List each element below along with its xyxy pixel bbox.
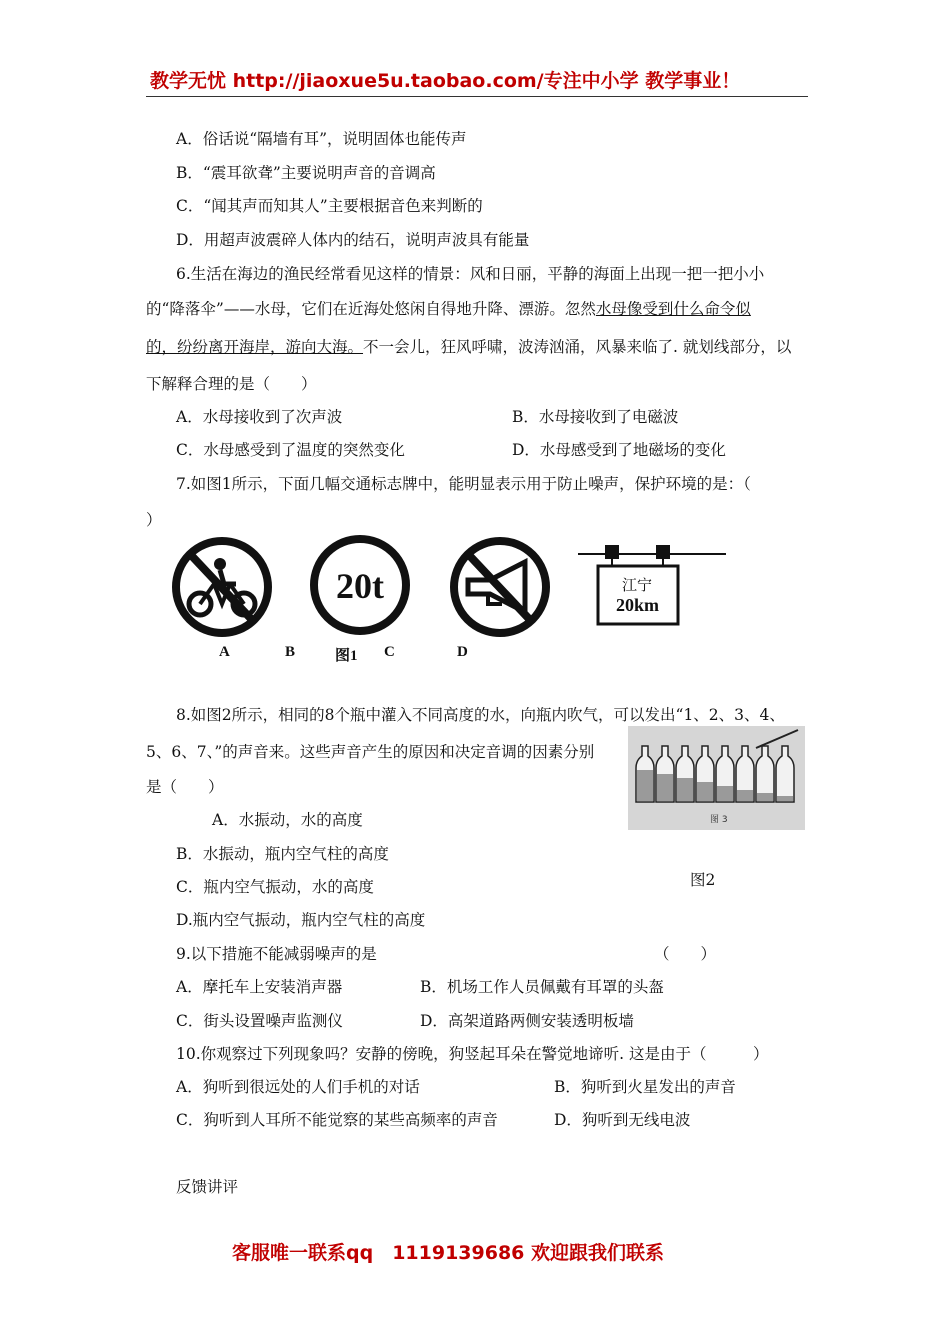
q8-option-d: D.瓶内空气振动，瓶内空气柱的高度	[176, 911, 426, 929]
no-bicycle-sign	[176, 541, 268, 633]
footer-contact: 客服唯一联系qq 1119139686 欢迎跟我们联系	[232, 1242, 665, 1264]
q8-option-b: B．水振动，瓶内空气柱的高度	[176, 845, 389, 863]
q9-option-d: D．高架道路两侧安装透明板墙	[420, 1012, 634, 1030]
fig1-caption: 图1	[335, 648, 358, 664]
q6-option-b: B．水母接收到了电磁波	[512, 408, 679, 426]
q6-option-c: C．水母感受到了温度的突然变化	[176, 441, 405, 459]
q6-underlined-1: 水母像受到什么命令似	[595, 300, 751, 318]
q6-line-2: 的“降落伞”——水母，它们在近海处悠闲自得地升降、漂游。忽然水母像受到什么命令似	[146, 300, 751, 318]
distance-sign-km: 20km	[616, 595, 660, 615]
fig1-label-b: B	[285, 644, 296, 660]
q6-underlined-2: 的，纷纷离开海岸，游向大海。	[146, 338, 364, 356]
fig1-label-a: A	[219, 644, 230, 660]
q8-line-2: 5、6、7、”的声音来。这些声音产生的原因和决定音调的因素分别	[146, 743, 595, 761]
q9-stem: 9.以下措施不能减弱噪声的是	[176, 945, 377, 963]
q8-option-a: A．水振动，水的高度	[212, 811, 363, 829]
fig2-caption: 图2	[690, 871, 716, 889]
q10-option-d: D．狗听到无线电波	[554, 1111, 691, 1129]
weight-limit-text: 20t	[336, 566, 384, 606]
q7-line-2: ）	[146, 511, 162, 529]
q10-option-c: C．狗听到人耳所不能觉察的某些高频率的声音	[176, 1111, 498, 1129]
figure-2-bottles-photo	[628, 726, 805, 830]
feedback-heading: 反馈讲评	[176, 1178, 239, 1196]
q5-option-a: A．俗话说“隔墙有耳”，说明固体也能传声	[176, 130, 467, 148]
fig1-label-d: D	[457, 644, 468, 660]
q9-paren: （ ）	[654, 945, 717, 963]
q5-option-c: C．“闻其声而知其人”主要根据音色来判断的	[176, 197, 483, 215]
q10-stem: 10.你观察过下列现象吗？安静的傍晚，狗竖起耳朵在警觉地谛听. 这是由于（ ）	[176, 1045, 769, 1063]
no-horn-sign	[454, 541, 546, 633]
q10-option-a: A．狗听到很远处的人们手机的对话	[176, 1078, 420, 1096]
q6-line-1: 6.生活在海边的渔民经常看见这样的情景：风和日丽，平静的海面上出现一把一把小小	[176, 265, 765, 283]
fig1-label-c: C	[384, 644, 395, 660]
header-banner: 教学无忧 http://jiaoxue5u.taobao.com/专注中小学 教学事业！	[150, 70, 741, 92]
q5-option-b: B．“震耳欲聋”主要说明声音的音调高	[176, 164, 436, 182]
q8-line-1: 8.如图2所示，相同的8个瓶中灌入不同高度的水，向瓶内吹气，可以发出“1、2、3、4、	[176, 706, 785, 724]
q6-line-3: 的，纷纷离开海岸，游向大海。不一会儿，狂风呼啸，波涛汹涌，风暴来临了. 就划线部分，以	[146, 338, 792, 356]
q9-option-b: B．机场工作人员佩戴有耳罩的头盔	[420, 978, 664, 996]
distance-sign-place: 江宁	[622, 576, 653, 594]
q6-option-a: A．水母接收到了次声波	[176, 408, 343, 426]
q6-option-d: D．水母感受到了地磁场的变化	[512, 441, 726, 459]
q8-option-c: C．瓶内空气振动，水的高度	[176, 878, 374, 896]
q7-line-1: 7.如图1所示，下面几幅交通标志牌中，能明显表示用于防止噪声，保护环境的是：（	[176, 475, 751, 493]
q9-option-c: C．街头设置噪声监测仪	[176, 1012, 343, 1030]
q6-line-4: 下解释合理的是（ ）	[146, 375, 317, 393]
figure-1-signs	[150, 532, 750, 642]
distance-sign	[578, 545, 726, 624]
weight-limit-sign	[314, 539, 406, 631]
q9-option-a: A．摩托车上安装消声器	[176, 978, 343, 996]
photo-label: 图 3	[710, 815, 728, 825]
q8-line-3: 是（ ）	[146, 778, 224, 796]
header-rule	[146, 96, 808, 97]
q5-option-d: D．用超声波震碎人体内的结石，说明声波具有能量	[176, 231, 530, 249]
q10-option-b: B．狗听到火星发出的声音	[554, 1078, 736, 1096]
